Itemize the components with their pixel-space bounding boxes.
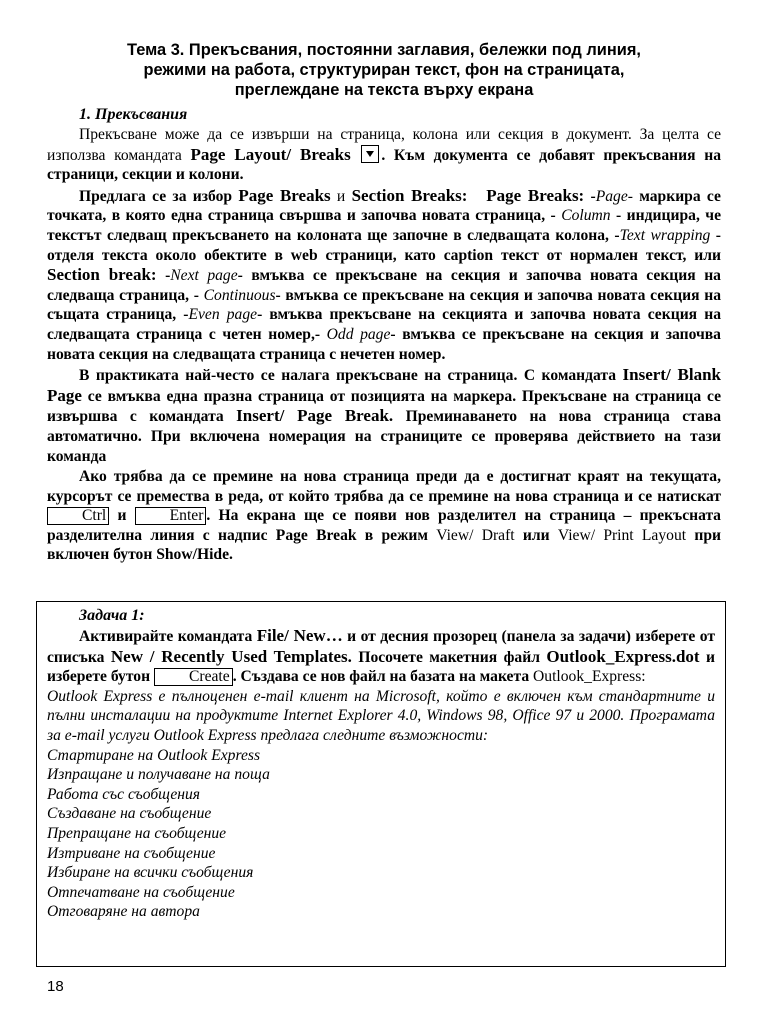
text-run: маркира се точката, в която една страница свършва и започва новата страница, - [47,187,721,225]
text-run: Преминаването на нова страница става автоматично. При включена номерация на страниците се проверява действието на тази команда [47,408,722,465]
text-run: - [584,187,596,205]
text-run: Активирайте командата [79,628,257,645]
list-item: Препращане на съобщение [47,824,227,842]
command-name: Insert/ Blank Page [47,365,721,405]
italic-term: Next page [170,267,238,285]
italic-term: Odd page [326,325,391,343]
enter-key-box: Enter [135,507,207,525]
list-item: Отговаряне на автора [47,903,200,921]
create-button-box: Create [154,668,233,686]
list-item: Изпращане и получаване на поща [47,766,270,784]
italic-term: Column [561,207,611,225]
command-name: New / Recently Used Templates. [110,646,352,666]
text-run: - [156,267,171,285]
list-item: Създаване на съобщение [47,805,212,823]
title-line: преглеждане на текста върху екрана [234,81,534,99]
file-name: Outlook_Express.dot [546,646,700,666]
task-heading: Задача 1: [79,607,145,624]
text-run: В практиката най-често се налага прекъсване на страница. С командата [79,367,623,385]
text-run: при включен бутон Show/Hide. [47,526,721,564]
command-name: Insert/ Page Break. [236,406,394,426]
text-run: - вмъква се прекъсване на секция и започва новата секция на следваща страница, - [47,267,721,304]
text-run: и от десния прозорец (панела за задачи) изберете от списъка [47,628,715,666]
text-run: - индицира, че текстът следващ прекъсването на колоната ще започне в следващата колона, - [47,207,721,244]
template-name: Outlook_Express: [533,668,646,686]
paragraph-manual-break [47,467,721,565]
italic-term: Text wrapping [619,226,711,244]
text-run: или [514,526,558,544]
view-mode: View/ Draft [436,526,515,544]
text-run: се вмъква една празна страница от позицията на маркера. Прекъсване на страница се извършва с командата [47,387,721,426]
italic-term: Even page [188,306,258,324]
title-line: Тема 3. Прекъсвания, постоянни заглавия, бележки под линия, [127,41,641,59]
task-box [36,601,726,967]
text-run: Посочете макетния файл [351,648,547,666]
text-run: - отделя текста около обектите в web страници, като caption текст от нормален текст, или [47,226,721,264]
command-name: File/ New… [256,626,343,645]
text-run: . Към документа се добавят прекъсвания на страници, секции и колони. [47,146,721,184]
text-run: и изберете бутон [47,648,715,686]
command-name: Page Breaks [238,185,331,205]
list-item: Отпечатване на съобщение [47,883,235,901]
paragraph-breaks-intro [47,125,721,185]
dropdown-arrow-icon [361,145,379,163]
text-run: и [330,187,352,205]
document-page [47,40,721,565]
list-item: Работа със съобщения [47,785,201,803]
text-run: и [109,507,135,525]
task-intro-text: Outlook Express е пълноценен e-mail клиент на Microsoft, който е включен към стандартните и пълни инсталации на продуктите Internet Explorer 4.0, Windows 98, Office 97 и 2000. Програмата за e-mail услуги Outlook Express предлага следните възможности: [47,687,715,744]
section-heading: 1. Прекъсвания [79,106,188,123]
paragraph-break-types [47,186,721,364]
text-run: Предлага се за избор [79,187,239,205]
text-run: Прекъсване може да се извърши на страница, колона или секция в документ. За целта се използва командата [47,126,721,164]
italic-term: Continuous [203,286,276,304]
command-name: Section break: [47,265,157,285]
feature-list [47,746,715,922]
command-name: Page Breaks: [486,185,585,205]
text-run: Ако трябва да се премине на нова страница преди да е достигнат краят на текущата, курсорът се премества в реда, от който трябва да се премине на нова страница и се натискат [47,468,721,505]
task-instructions [47,626,715,687]
list-item: Изтриване на съобщение [47,844,216,862]
command-name: Page Layout/ Breaks [190,144,351,164]
view-mode: View/ Print Layout [557,526,687,544]
title-line: режими на работа, структуриран текст, фон на страницата, [143,61,625,79]
page-title [47,40,721,100]
text-run: - вмъква се прекъсване на секция и започва новата секция на следващата страница с нечетен номер. [47,325,721,363]
command-name: Section Breaks: [351,185,468,205]
italic-term: Page- [595,187,633,205]
list-item: Избиране на всички съобщения [47,864,254,882]
paragraph-page-break [47,365,721,466]
list-item: Стартиране на Outlook Express [47,746,261,764]
ctrl-key-box: Ctrl [47,507,109,525]
text-run: . На екрана ще се появи нов разделител на страница – прекъснатa разделителна линия с надпис Page Break в режим [47,507,721,544]
text-run: . Създава се нов файл на базата на макета [232,668,534,686]
text-run: - вмъква се прекъсване на секция и започва новата секция на същата страница, - [47,286,721,324]
page-number: 18 [47,978,64,995]
text-run: - вмъква прекъсване на секцията и започва новата секция на следващата страница с четен номер,- [47,306,721,343]
